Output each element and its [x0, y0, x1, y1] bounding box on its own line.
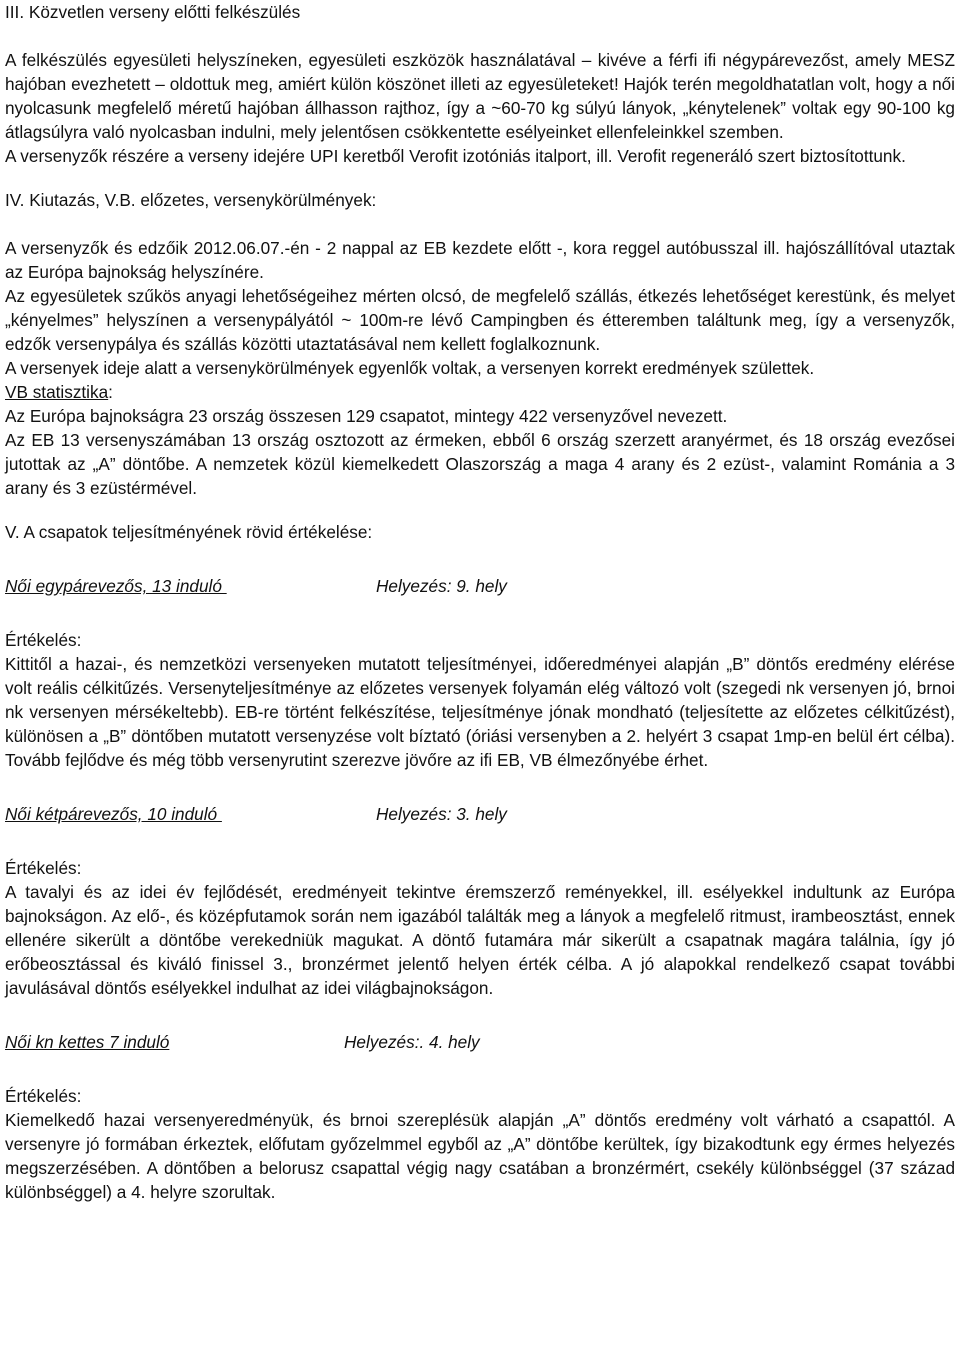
spacer	[5, 1054, 955, 1084]
category-placement: Helyezés:. 4. hely	[344, 1032, 480, 1052]
category-placement: Helyezés: 3. hely	[376, 804, 507, 824]
document-page	[5, 0, 955, 1204]
spacer	[5, 24, 955, 48]
spacer	[5, 544, 955, 574]
section-4-paragraph-3: A versenyek ideje alatt a versenykörülmények egyenlők voltak, a versenyen korrekt eredmények születtek.	[5, 358, 815, 378]
spacer	[5, 772, 955, 802]
category-evaluation: A tavalyi és az idei év fejlődését, eredményeit tekintve éremszerző reményekkel, ill. esélyekkel indultunk az Európa bajnokságon. Az elő-, és középfutamok során nem igazából találták meg a lányok a megfelelő ritmust, irambeosztást, ennek ellenére sikerült a döntőbe verekedniük magukat. A döntő futamára már sikerült a csapatnak magára találnia, így jó erőbeosztással és kiváló finissel 3., bronzérmet jelentő helyen érték célba. A jó alapokkal rendelkező csapat további javulásával döntős esélyekkel indulhat az idei világbajnokságon.	[5, 882, 955, 998]
category-header	[5, 802, 955, 826]
evaluation-label: Értékelés:	[5, 630, 82, 650]
section-3-paragraph-2: A versenyzők részére a verseny idejére UPI keretből Verofit izotóniás italport, ill. Verofit regeneráló szert biztosítottunk.	[5, 146, 906, 166]
category-header	[5, 574, 955, 598]
spacer	[5, 1000, 955, 1030]
spacer	[5, 168, 955, 188]
section-heading-3: III. Közvetlen verseny előtti felkészülés	[5, 2, 301, 22]
spacer	[5, 212, 955, 236]
stats-paragraph-1: Az Európa bajnokságra 23 ország összesen 129 csapatot, mintegy 422 versenyzővel nevezett.	[5, 406, 728, 426]
evaluation-label: Értékelés:	[5, 858, 82, 878]
spacer	[5, 500, 955, 520]
stats-label: VB statisztika	[5, 382, 109, 402]
category-placement: Helyezés: 9. hely	[376, 576, 507, 596]
section-4-paragraph-1: A versenyzők és edzőik 2012.06.07.-én - 2 nappal az EB kezdete előtt -, kora reggel autóbusszal ill. hajószállítóval utaztak az Európa bajnokság helyszínére.	[5, 238, 955, 282]
category-evaluation: Kittitől a hazai-, és nemzetközi versenyeken mutatott teljesítményei, időeredményei alapján „B” döntős eredmény elérése volt reális célkitűzés. Versenyteljesítménye az előzetes versenyek folyamán elég változó volt (szegedi nk versenyen jó, brnoi nk versenyen mérsékeltebb). EB-re történt felkészítése, teljesítménye jónak mondható (teljesítette az előzetes célkitűzést), különösen a „B” döntőben mutatott versenyzése volt bíztató (óriási versenyben a 2. helyért 3 csapat 1mp-en belül ért célba). Tovább fejlődve és még több versenyrutint szerezve jövőre az ifi EB, VB élmezőnyébe érhet.	[5, 654, 955, 770]
category-name: Női kétpárevezős, 10 induló	[5, 804, 222, 824]
evaluation-label: Értékelés:	[5, 1086, 82, 1106]
category-name: Női kn kettes 7 induló	[5, 1032, 170, 1052]
category-evaluation: Kiemelkedő hazai versenyeredményük, és brnoi szereplésük alapján „A” döntős eredmény volt várható a csapattól. A versenyre jó formában érkeztek, előfutam győzelmmel egyből az „A” döntőbe kerültek, így bizakodtunk egy érmes helyezés megszerzésében. A döntőben a belorusz csapattal végig nagy csatában a bronzérmért, csekély különbséggel (37 század különbséggel) a 4. helyre szorultak.	[5, 1110, 955, 1202]
section-heading-4: IV. Kiutazás, V.B. előzetes, versenykörülmények:	[5, 190, 377, 210]
spacer	[5, 598, 955, 628]
section-3-paragraph-1: A felkészülés egyesületi helyszíneken, egyesületi eszközök használatával – kivéve a férfi ifi négypárevezőst, amely MESZ hajóban evezhetett – oldottuk meg, amiért külön köszönet illeti az egyesületeket! Hajók terén megoldhatatlan volt, hogy a női nyolcasunk megfelelő méretű hajóban állhasson rajthoz, így a ~60-70 kg súlyú lányok, „kénytelenek” voltak egy 90-100 kg átlagsúlyra való nyolcasban indulni, mely jelentősen csökkentette esélyeinket ellenfeleinkkel szemben.	[5, 50, 955, 142]
spacer	[5, 826, 955, 856]
stats-heading	[5, 380, 955, 404]
stats-colon: :	[108, 382, 113, 402]
category-header	[5, 1030, 955, 1054]
category-name: Női egypárevezős, 13 induló	[5, 576, 227, 596]
section-4-paragraph-2: Az egyesületek szűkös anyagi lehetőségeihez mérten olcsó, de megfelelő szállás, étkezés lehetőséget kerestünk, és melyet „kényelmes” helyszínen a versenypályától ~ 100m-re lévő Campingben és étteremben találtunk meg, így a versenyzők, edzők versenypálya és szállás közötti utaztatásával nem kellett foglalkoznunk.	[5, 286, 955, 354]
section-heading-5: V. A csapatok teljesítményének rövid értékelése:	[5, 522, 373, 542]
stats-paragraph-2: Az EB 13 versenyszámában 13 ország osztozott az érmeken, ebből 6 ország szerzett aranyérmet, és 18 ország evezősei jutottak az „A” döntőbe. A nemzetek közül kiemelkedett Olaszország a maga 4 arany és 2 ezüst-, valamint Románia a 3 arany és 3 ezüstérmével.	[5, 430, 955, 498]
